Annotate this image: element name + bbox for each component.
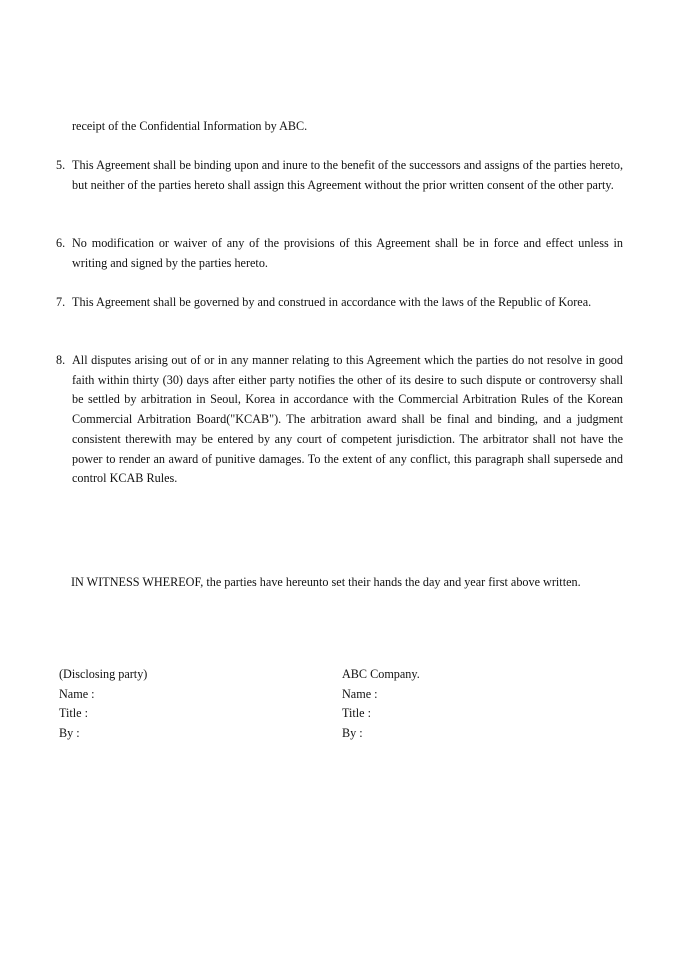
clause-text: No modification or waiver of any of the provisions of this Agreement shall be in force and effect unless in writing and signed by the parties hereto. [72, 236, 623, 270]
clause-number: 7. [56, 295, 66, 309]
by-field-label: By : [59, 726, 80, 741]
clause-text: This Agreement shall be governed by and construed in accordance with the laws of the Republic of Korea. [72, 295, 592, 309]
clause-8 [56, 351, 623, 489]
party-label: ABC Company. [342, 667, 420, 681]
clause-text: This Agreement shall be binding upon and inure to the benefit of the successors and assigns of the parties hereto, but neither of the parties hereto shall assign this Agreement without the prior written consent of the other party. [72, 158, 623, 192]
clause-number: 5. [56, 158, 66, 172]
title-field-label: Title : [59, 706, 89, 721]
clause-text: All disputes arising out of or in any manner relating to this Agreement which the parties do not resolve in good faith within thirty (30) days after either party notifies the other of its desire to such dispute or controversy shall be settled by arbitration in Seoul, Korea in accordance with the Commercial Arbitration Rules of the Korean Commercial Arbitration Board("KCAB"). The arbitration award shall be final and binding, and a judgment consistent therewith may be entered by any court of competent jurisdiction. The arbitrator shall not have the power to render an award of punitive damages. To the extent of any conflict, this paragraph shall supersede and control KCAB Rules. [72, 353, 623, 486]
continuation-text: receipt of the Confidential Information by ABC. [72, 119, 308, 133]
clause-7 [56, 293, 623, 313]
clause-5 [56, 156, 623, 195]
party-label: (Disclosing party) [59, 667, 148, 681]
witness-clause: IN WITNESS WHEREOF, the parties have hereunto set their hands the day and year first above written. [71, 575, 581, 589]
by-field-label: By : [342, 726, 363, 741]
name-field-label: Name : [59, 686, 95, 701]
title-field-label: Title : [342, 706, 372, 721]
signature-block-abc [342, 665, 420, 744]
clause-6 [56, 234, 623, 273]
name-field-label: Name : [342, 686, 378, 701]
clause-number: 8. [56, 353, 66, 367]
signature-block-disclosing [59, 665, 147, 744]
clause-number: 6. [56, 236, 66, 250]
